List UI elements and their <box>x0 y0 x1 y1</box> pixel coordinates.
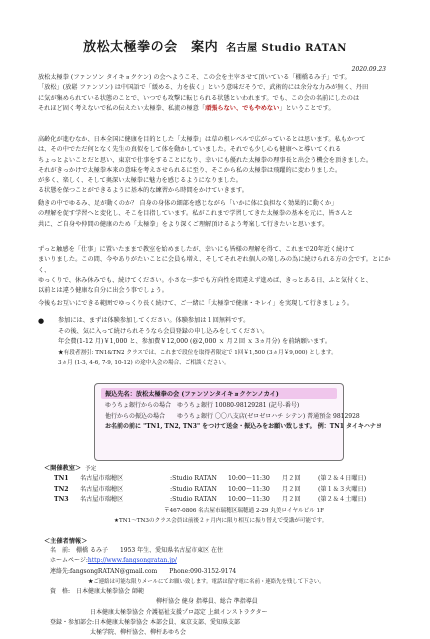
intro-line: 「放松」(放鬆 ファンソン) は中国語で「緩める、力を抜く」という意味だそうで、武術的には余分な力みが無く、丹田 <box>38 84 369 92</box>
history-line: 高齢化が進むなか、日本全国に健康を目的とした「太極拳」は草の根レベルで広がっているとは思います。私もかつて <box>38 136 366 143</box>
class-frequency: 月２回 <box>282 485 301 493</box>
website-row <box>50 556 390 566</box>
contact-note: ★ご連絡は可能な限りメールにてお願い致します。電話は留守電に名前・連絡先を残して下さい。 <box>88 578 325 585</box>
schedule-row <box>54 495 394 506</box>
fee-line: 年会費(1-12 月)￥1,000 と、参加費￥12,000 (@2,000 ｘ 月２回 ｘ 3ヵ月分) を前納願います。 <box>58 338 332 346</box>
history-line: は、その中でただ何となく先生の真似をして体を動かしていました。それでも少し心も健康へと導いてくれる <box>38 146 342 154</box>
qualification-row <box>50 587 390 597</box>
membership-item: 日本健康太極拳協会 本部会員、東京支部、愛知県支部 <box>94 619 240 627</box>
class-time: 10:00〜11:30 <box>228 475 270 482</box>
website-link[interactable]: http://www.fangsongratan.jp/ <box>87 557 177 565</box>
class-weekday: (第２＆４日曜日) <box>318 475 367 482</box>
contact-row <box>50 567 390 577</box>
motto-highlight: 頑張らない、でもやめない <box>205 104 280 112</box>
schedule-table <box>54 474 394 527</box>
intro-paragraph <box>38 73 394 114</box>
payment-line: 他行からの振込の場合 ゆうちょ銀行 〇〇八支店(ゼロゼロハチ シテン) 普通預金 9812928 <box>105 412 360 420</box>
studio-address: 〒467-0806 名古屋市瑞穂区瑞穂通 2-29 丸美ロイヤルビル 1F <box>164 507 324 514</box>
history-paragraph <box>38 135 394 197</box>
participation-line: 参加には、まずは体験参加してください。体験参加は１回無料です。 <box>58 317 250 324</box>
approach-line: 共に、ご自身や仲間の健康のため「太極拳」をより深くご理解頂けるよう考案して行きたいと思います。 <box>38 220 329 228</box>
closing-paragraph <box>38 299 394 309</box>
class-code: TN2 <box>54 485 69 493</box>
discount-note: ★有段者割引: TN1&TN2 クラスでは、これまで段位を取得者限定で 1回￥1,500 (3ヵ月￥9,000) とします。 <box>58 349 337 356</box>
continuation-line: 以前とは違う健康な自分に出会う事でしょう。 <box>38 287 168 295</box>
continuation-line: まいりました。この間、今やありがたいことに会員も増え、そしてそれぞれ個人の楽しみの為に続けられる方の会です。とにかく、 <box>38 256 391 274</box>
class-frequency: 月２回 <box>282 496 301 503</box>
transfer-note: ★TN1〜TN3のクラス会員は前後２ヶ月内に限り相互に振り替えで受講が可能です。 <box>114 518 328 524</box>
host-info <box>50 546 390 639</box>
qualification-item: 日本健康太極拳協会 師範 <box>76 588 144 596</box>
class-studio: :Studio RATAN <box>170 496 217 503</box>
class-weekday: (第１＆３火曜日) <box>318 485 367 493</box>
name-label: 名 前: <box>50 547 71 554</box>
schedule-row <box>54 485 394 496</box>
host-heading: ＜主催者情報＞ <box>44 538 88 545</box>
payment-instruction: お名前の前に "TN1, TN2, TN3" をつけて送金・振込みをお願い致します。 例：TN1 タイキハナヨ <box>105 423 382 430</box>
class-frequency: 月２回 <box>282 475 301 482</box>
period-note: 3ヵ月 (1-3, 4-6, 7-9, 10-12) の途中入会の場合、ご相談ください。 <box>58 360 230 367</box>
qualification-label: 資 格: <box>50 588 71 596</box>
approach-line: の理解を促す学習へと変化し、そこを目指しています。私がこれまで学習してきた太極拳の基本を元に、皆さんと <box>38 210 354 218</box>
membership-row <box>50 618 390 628</box>
schedule-heading <box>44 463 96 472</box>
bullet-mark: ● <box>38 317 45 325</box>
contact-label: 連絡先: <box>50 567 71 575</box>
class-studio: :Studio RATAN <box>170 485 217 493</box>
schedule-heading-note: 予定 <box>85 466 97 472</box>
history-line: が多く、楽しく、そして奥深い太極拳に魅力を感じるようになりました。 <box>38 177 242 185</box>
closing-line: 今後もお互いにできる範囲でゆっくり長く続けて、ご一緒に「太極拳で健康・キレイ」を実現して行きましょう。 <box>38 300 354 307</box>
qualification-item: 日本健康太極拳協会 介護福祉支援プロ認定 上級インストラクター <box>90 608 268 616</box>
payment-header: 振込先名：放松太極拳の会 (ファンソンタイキョクケンノカイ) <box>101 388 337 399</box>
schedule-row <box>54 474 394 485</box>
continuation-line: ずっと触感を「仕事」に置いたままで教室を始めましたが、幸いにも皆様の理解を得て、これまで20年近く続けて <box>38 246 355 253</box>
class-weekday: (第２＆４土曜日) <box>318 496 367 503</box>
approach-line: 動きの中でゆるみ、足が動くのか？ 自身の身体の細部を感じながら「いかに体に負担なく効果的に動くか」 <box>38 200 338 207</box>
class-time: 10:00〜11:30 <box>228 485 270 493</box>
host-name-row <box>50 546 390 556</box>
approach-paragraph <box>38 199 394 230</box>
intro-line: に気が集められている状態のことで、いつでも攻撃に転じられる状態といわれます。でも、この会の名前にしたのは <box>38 94 360 102</box>
participation-info <box>38 316 398 369</box>
history-line: ちょっとよいことだと思い、東京で仕事をすることになり、幸いにも優れた太極拳の理事長と出会う機会を頂きました。 <box>38 156 373 164</box>
class-location: 名古屋市瑞穂区 <box>80 475 124 482</box>
payment-box <box>94 383 382 461</box>
class-location: 名古屋市瑞穂区 <box>80 485 124 493</box>
class-studio: :Studio RATAN <box>170 475 217 482</box>
membership-item: 太極学院、柳杆協会、柳杆あゆち会 <box>90 629 187 637</box>
history-line: る状態を保つことができるように基本的な練習から時間をかけていきます。 <box>38 187 248 195</box>
class-code: TN1 <box>54 475 69 482</box>
schedule-heading-text: ＜開催教室＞ <box>44 465 82 472</box>
continuation-paragraph <box>38 245 394 296</box>
studio-name: 名古屋 Studio RATAN <box>226 43 347 54</box>
contact-value[interactable]: fangsongRATAN@gmail.com Phone:090-3152-9174 <box>70 567 237 575</box>
intro-line: 放松太極拳 (ファンソン タイキョクケン) の会へようこそ、この会を主宰させて頂いている「棚橋るみ子」です。 <box>38 74 351 81</box>
website-label: ホームページ: <box>50 557 88 565</box>
membership-label: 登録・参加部会: <box>50 619 95 627</box>
history-line: それがきっかけで太極拳本来の意味を考えさせられるに至り、そこから私の太極拳は飛躍的に変わりました。 <box>38 166 342 174</box>
class-location: 名古屋市瑞穂区 <box>80 496 124 503</box>
class-code: TN3 <box>54 496 69 503</box>
document-date: 2020.09.23 <box>351 66 386 73</box>
intro-line: それほど固く考えないで私の伝えたい太極拳、私流の極意「頑張らない、でもやめない」ということです。 <box>38 104 335 112</box>
title-text: 放松太極拳の会 案内 <box>83 40 219 55</box>
class-time: 10:00〜11:30 <box>228 496 270 503</box>
participation-line: その後、気に入って続けられそうなら会員登録の申し込みをしてください。 <box>58 327 269 335</box>
page-title <box>0 36 430 55</box>
payment-line: ゆうちょ銀行からの場合 ゆうちょ銀行 10080-98129281 (記号-番号) <box>105 402 300 409</box>
continuation-line: ゆっくりで、休み休みでも、続けてください。小さな一歩でも方向性を間違えず進めば、きっとある日、ふと気付くと、 <box>38 276 372 284</box>
host-name: 棚橋 るみ子 1953 年生、愛知県名古屋市東区 在住 <box>76 547 224 554</box>
qualification-item: 柳杆協会 健身 指導員、総合 準指導員 <box>90 598 258 606</box>
